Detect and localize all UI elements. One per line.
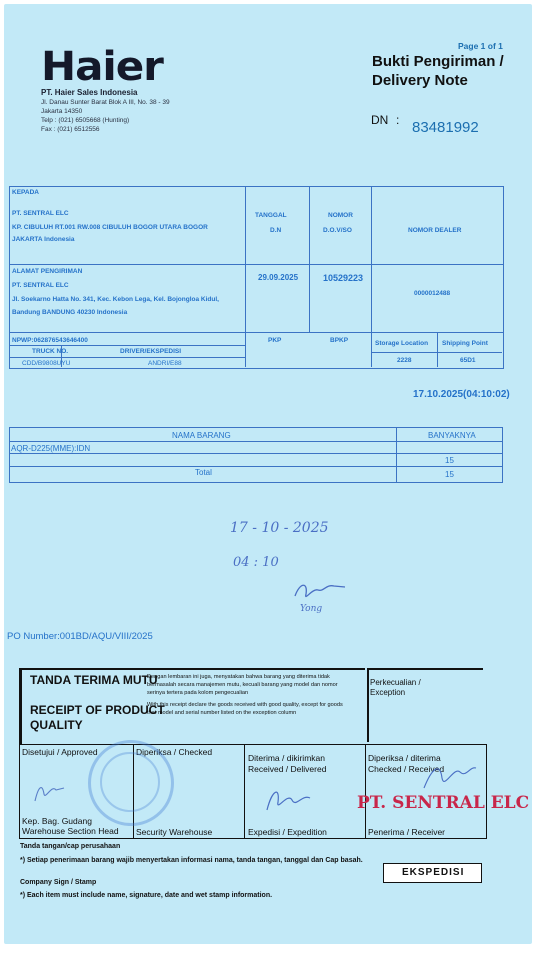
items-row-divider-2 — [9, 466, 502, 467]
bpkp-label: BPKP — [330, 337, 349, 344]
total-qty: 15 — [445, 470, 454, 479]
storage-value: 2228 — [397, 357, 412, 364]
footer-note-id: *) Setiap penerimaan barang wajib menyertakan informasi nama, tanda tangan, tanggal dan Cap basah. — [20, 857, 363, 864]
npwp: NPWP:062876543646400 — [12, 337, 88, 344]
company-address-1: Jl. Danau Sunter Barat Blok A III, No. 38 - 39 — [41, 99, 170, 106]
received-label-2: Checked / Received — [368, 764, 445, 774]
items-header-divider — [9, 441, 502, 442]
company-fax: Fax : (021) 6512556 — [41, 126, 100, 133]
warehouse-head-label-1: Kep. Bag. Gudang — [22, 816, 92, 826]
shipping-value: 65D1 — [460, 357, 476, 364]
expedition-label: Expedisi / Expedition — [248, 827, 327, 837]
item-qty: 15 — [445, 456, 454, 465]
security-label: Security Warehouse — [136, 827, 213, 837]
driver-value: ANDRI/E88 — [148, 360, 182, 367]
tanda-tangan-label: Tanda tangan/cap perusahaan — [20, 843, 121, 850]
dealer-number: 0000012488 — [414, 290, 451, 297]
haier-logo: Haier — [41, 44, 163, 90]
tanggal-label: TANGGAL — [255, 212, 287, 219]
driver-label: DRIVER/EKSPEDISI — [120, 348, 182, 355]
do-number: 10529223 — [323, 273, 364, 283]
nomor-label: NOMOR — [328, 212, 353, 219]
company-stamp: PT. SENTRAL ELC — [357, 793, 530, 813]
delivery-col-4 — [437, 332, 438, 367]
delivered-label-2: Received / Delivered — [248, 764, 327, 774]
warehouse-head-label-2: Warehouse Section Head — [22, 826, 119, 836]
receipt-of-product: RECEIPT OF PRODUCT — [30, 703, 165, 717]
delivery-divider-2 — [9, 332, 503, 333]
title-id: Bukti Pengiriman / — [372, 53, 504, 70]
delivery-divider-3 — [9, 345, 245, 346]
truck-label: TRUCK NO. — [32, 348, 69, 355]
tanda-terima-mutu: TANDA TERIMA MUTU — [30, 673, 158, 687]
title-en: Delivery Note — [372, 72, 468, 89]
alamat-name: PT. SENTRAL ELC — [12, 282, 69, 289]
po-number: PO Number:001BD/AQU/VIII/2025 — [7, 631, 153, 642]
company-name: PT. Haier Sales Indonesia — [41, 88, 138, 97]
items-col-divider — [396, 427, 397, 482]
handwritten-date: 17 - 10 - 2025 — [230, 520, 329, 536]
receiver-signature — [420, 758, 480, 798]
alamat-address-1: Jl. Soekarno Hatta No. 341, Kec. Kebon Lega, Kel. Bojongloa Kidul, — [12, 296, 219, 303]
receiver-label: Penerima / Receiver — [368, 827, 446, 837]
receipt-exception-divider — [367, 668, 369, 742]
dn-colon: : — [396, 113, 400, 127]
delivered-label-1: Diterima / dikirimkan — [248, 753, 325, 763]
nomor-dealer-label: NOMOR DEALER — [408, 227, 462, 234]
delivery-col-2 — [309, 186, 310, 333]
received-label-1: Diperiksa / diterima — [368, 753, 441, 763]
tanggal-sub: D.N — [270, 227, 282, 234]
shipping-label: Shipping Point — [442, 340, 488, 347]
print-timestamp: 17.10.2025(04:10:02) — [413, 389, 510, 400]
storage-label: Storage Location — [375, 340, 429, 347]
security-stamp-inner — [100, 752, 160, 812]
handwritten-time: 04 : 10 — [233, 555, 279, 570]
checked-label: Diperiksa / Checked — [136, 747, 213, 757]
kepada-name: PT. SENTRAL ELC — [12, 210, 69, 217]
handwritten-signature-yong — [290, 578, 350, 606]
nomor-sub: D.O.V/SO — [323, 227, 352, 234]
exception-label-en: Exception — [370, 688, 406, 697]
delivery-divider-4 — [9, 357, 245, 358]
delivery-col-1 — [245, 186, 246, 367]
approved-label: Disetujui / Approved — [22, 747, 98, 757]
alamat-address-2: Bandung BANDUNG 40230 Indonesia — [12, 309, 128, 316]
exception-label-id: Perkecualian / — [370, 678, 421, 687]
total-label: Total — [195, 468, 212, 477]
receipt-text-id: Dengan lembaran ini juga, menyatakan bahwa barang yang diterima tidak bermasalah secara manajemen mutu, kecuali barang yang model dan nomor serinya tertera pada kolom pengecualian — [147, 674, 338, 696]
signature-col-2 — [244, 744, 245, 838]
company-telp: Telp : (021) 6505668 (Hunting) — [41, 117, 130, 124]
dn-label: DN — [371, 113, 389, 127]
page-indicator: Page 1 of 1 — [458, 41, 503, 51]
nama-barang-label: NAMA BARANG — [172, 431, 231, 440]
footer-note-en: *) Each item must include name, signature, date and wet stamp information. — [20, 892, 273, 899]
approved-signature — [30, 776, 70, 806]
pkp-label: PKP — [268, 337, 282, 344]
alamat-label: ALAMAT PENGIRIMAN — [12, 268, 83, 275]
ekspedisi-label: EKSPEDISI — [402, 867, 465, 878]
signature-col-3 — [365, 744, 366, 838]
dn-number: 83481992 — [412, 119, 479, 136]
delivery-date: 29.09.2025 — [258, 273, 299, 282]
kepada-address-1: KP. CIBULUH RT.001 RW.008 CIBULUH BOGOR UTARA BOGOR — [12, 224, 208, 231]
item-name: AQR-D225(MME):IDN — [11, 444, 91, 453]
items-row-divider-1 — [9, 453, 502, 454]
delivery-divider-1 — [9, 264, 503, 265]
receipt-exception-top — [367, 668, 483, 670]
kepada-label: KEPADA — [12, 189, 39, 196]
company-address-2: Jakarta 14350 — [41, 108, 83, 115]
company-sign-label: Company Sign / Stamp — [20, 879, 97, 886]
expedition-signature — [262, 780, 322, 820]
truck-value: CDD/B9808UYU — [22, 360, 71, 367]
handwritten-name: Yong — [300, 604, 323, 614]
quality-label: QUALITY — [30, 718, 83, 732]
delivery-col-3 — [371, 186, 372, 367]
kepada-address-2: JAKARTA Indonesia — [12, 236, 75, 243]
banyaknya-label: BANYAKNYA — [428, 431, 476, 440]
receipt-text-en: With this receipt declare the goods received with good quality, except for goods that model and serial number listed on the exception column — [147, 702, 343, 716]
